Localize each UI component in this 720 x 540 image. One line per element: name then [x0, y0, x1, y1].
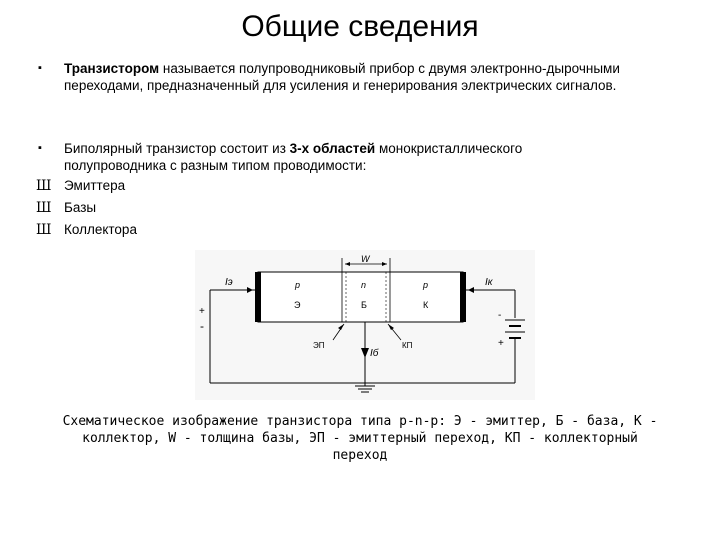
- emitter-current-label: Iэ: [225, 277, 233, 288]
- structure-text-after: монокристаллического полупроводника с разным типом проводимости:: [64, 141, 523, 173]
- collector-contact: [460, 272, 466, 322]
- sub-marker: Ш: [36, 178, 52, 194]
- region-emitter-name: Э: [294, 300, 301, 310]
- collector-plus: +: [498, 338, 504, 349]
- bullet-transistor-structure: [64, 140, 624, 174]
- emitter-contact: [255, 272, 261, 322]
- bullet-marker: ▪: [38, 62, 42, 74]
- definition-text: называется полупроводниковый прибор с двумя электронно-дырочными переходами, предназначенный для усиления и генерирования электрических сигналов.: [64, 61, 620, 93]
- bold-regions: 3-х областей: [289, 141, 376, 156]
- region-collector-type: p: [423, 280, 429, 290]
- bullet-marker: ▪: [38, 142, 42, 154]
- sub-marker: Ш: [36, 222, 52, 238]
- collector-minus: -: [498, 310, 502, 321]
- region-base-name: Б: [361, 300, 367, 310]
- bullet-transistor-definition: [64, 60, 624, 94]
- emitter-junction-label: ЭП: [313, 341, 325, 350]
- slide-title: Общие сведения: [241, 10, 479, 43]
- emitter-minus: -: [200, 319, 204, 333]
- collector-junction-label: КП: [402, 341, 413, 350]
- base-current-label: Iб: [370, 348, 379, 359]
- transistor-diagram: [195, 250, 535, 400]
- region-collector-name: К: [423, 300, 429, 310]
- emitter-plus: +: [199, 306, 205, 317]
- diagram-caption: Схематическое изображение транзистора типа p-n-p: Э - эмиттер, Б - база, К - коллектор, W - толщина базы, ЭП - эмиттерный переход, КП - коллекторный переход: [62, 414, 658, 463]
- collector-current-label: Iк: [485, 277, 493, 288]
- sub-item-base: Базы: [64, 200, 97, 215]
- structure-text-before: Биполярный транзистор состоит из: [64, 141, 290, 156]
- width-label: W: [361, 254, 370, 264]
- region-emitter-type: p: [295, 280, 301, 290]
- sub-item-collector: Коллектора: [64, 222, 137, 237]
- region-base-type: n: [361, 280, 367, 290]
- sub-item-emitter: Эмиттера: [64, 178, 126, 193]
- bold-term: Транзистором: [64, 61, 160, 76]
- sub-marker: Ш: [36, 200, 52, 216]
